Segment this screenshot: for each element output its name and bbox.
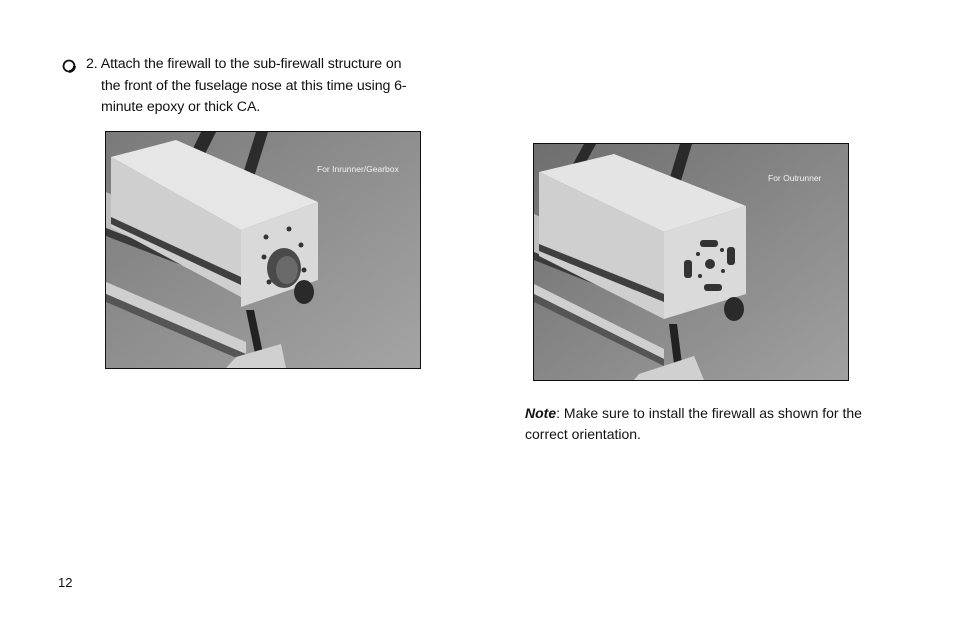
- page-number: 12: [58, 575, 73, 590]
- note-text: : Make sure to install the firewall as shown for the correct orientation.: [525, 405, 862, 442]
- photo-inrunner-firewall: [105, 131, 421, 369]
- step-number: 2.: [86, 56, 98, 72]
- step-line-3: minute epoxy or thick CA.: [101, 99, 261, 115]
- note-paragraph: [525, 403, 865, 445]
- photo-outrunner-firewall: [533, 143, 849, 381]
- step-2-instruction: [62, 54, 442, 119]
- photo-caption-outrunner: For Outrunner: [768, 173, 822, 183]
- photo-caption-inrunner: For Inrunner/Gearbox: [317, 164, 399, 174]
- note-label: Note: [525, 405, 557, 421]
- checkbox-icon[interactable]: [62, 59, 76, 73]
- step-line-1: 2. Attach the firewall to the sub-firewall structure on: [86, 56, 402, 72]
- step-line-2: the front of the fuselage nose at this time using 6-: [101, 77, 407, 94]
